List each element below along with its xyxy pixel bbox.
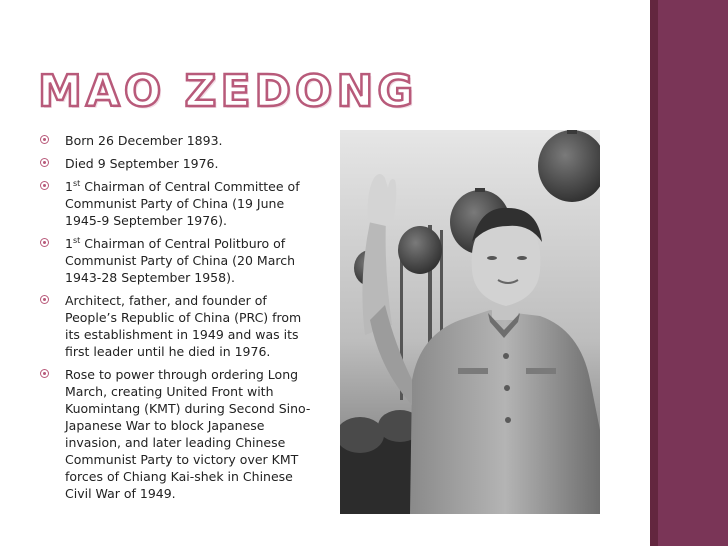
ordinal-suffix: st bbox=[72, 178, 81, 188]
ordinal-number: 1 bbox=[65, 179, 73, 194]
bullet-icon bbox=[40, 238, 49, 247]
ordinal-number: 1 bbox=[65, 236, 73, 251]
list-item bbox=[40, 366, 316, 502]
list-item bbox=[40, 235, 316, 286]
ordinal-suffix: st bbox=[72, 235, 81, 245]
slide-title: MAO ZEDONG bbox=[38, 66, 418, 117]
list-item bbox=[40, 292, 316, 360]
bullet-list bbox=[40, 132, 316, 508]
bullet-text: Born 26 December 1893. bbox=[65, 133, 223, 148]
side-accent-band bbox=[650, 0, 728, 546]
bullet-text: Chairman of Central Committee of Communist Party of China (19 June 1945-9 September 1976). bbox=[65, 179, 300, 228]
list-item bbox=[40, 132, 316, 149]
list-item bbox=[40, 178, 316, 229]
list-item bbox=[40, 155, 316, 172]
bullet-icon bbox=[40, 135, 49, 144]
bullet-text: Rose to power through ordering Long March, creating United Front with Kuomintang (KMT) during Second Sino-Japanese War to block Japanese invasion, and later leading Chinese Communist Party to victory over KMT forces of Chiang Kai-shek in Chinese Civil War of 1949. bbox=[65, 367, 311, 501]
bullet-icon bbox=[40, 158, 49, 167]
portrait-photo bbox=[340, 130, 600, 514]
bullet-icon bbox=[40, 181, 49, 190]
bullet-icon bbox=[40, 295, 49, 304]
bullet-icon bbox=[40, 369, 49, 378]
bullet-text: Died 9 September 1976. bbox=[65, 156, 219, 171]
bullet-text: Architect, father, and founder of People’s Republic of China (PRC) from its establishment in 1949 and was its first leader until he died in 1976. bbox=[65, 293, 302, 359]
bullet-text: Chairman of Central Politburo of Communist Party of China (20 March 1943-28 September 1958). bbox=[65, 236, 296, 285]
